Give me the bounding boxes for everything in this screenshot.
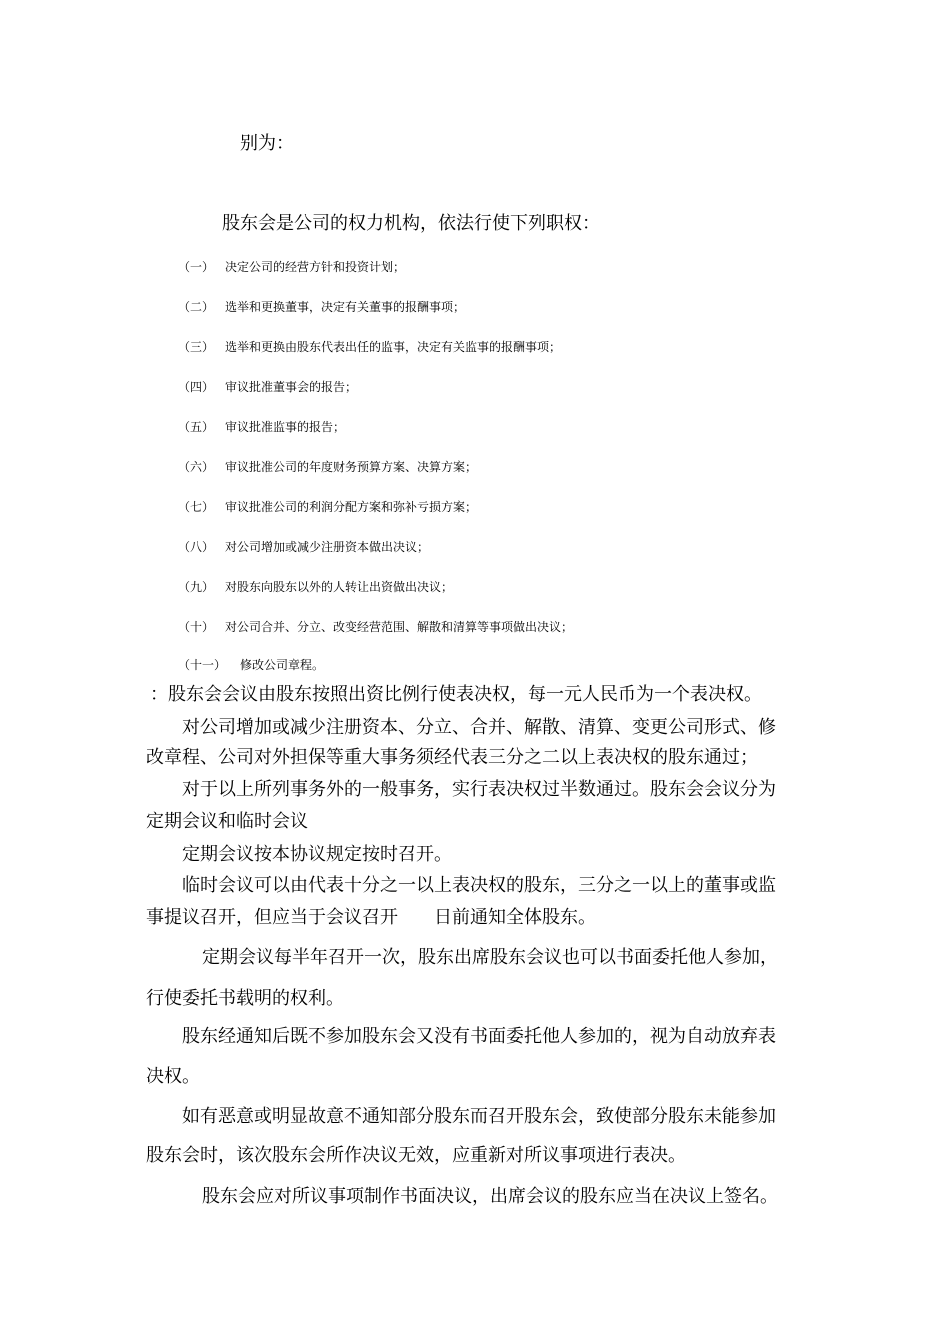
list-item [178,578,453,595]
item-text: 审议批准监事的报告； [225,420,346,434]
paragraph-regular-meeting: 定期会议按本协议规定按时召开。 [182,844,452,865]
list-item [178,298,465,315]
paragraph-waiver-line2: 决权。 [146,1066,200,1087]
paragraph-voting: ：股东会会议由股东按照出资比例行使表决权，每一元人民币为一个表决权。 [150,684,762,705]
paragraph-major-matters-line2: 改章程、公司对外担保等重大事务须经代表三分之二以上表决权的股东通过； [146,747,758,768]
paragraph-general-matters-line1: 对于以上所列事务外的一般事务，实行表决权过半数通过。股东会会议分为 [182,779,776,800]
list-item [178,338,561,355]
list-item [178,656,324,673]
list-item [178,258,405,275]
item-number: （七） [178,500,215,514]
item-text: 选举和更换董事，决定有关董事的报酬事项； [225,300,466,314]
paragraph-interim-meeting-line2: 事提议召开，但应当于会议召开 日前通知全体股东。 [146,907,596,928]
list-item [178,418,345,435]
item-number: （二） [178,300,215,314]
heading-fragment: 别为： [240,133,294,154]
paragraph-major-matters-line1: 对公司增加或减少注册资本、分立、合并、解散、清算、变更公司形式、修 [182,717,776,738]
item-number: （六） [178,460,215,474]
item-number: （十） [178,620,215,634]
paragraph-meeting-frequency-line2: 行使委托书载明的权利。 [146,988,344,1009]
item-number: （四） [178,380,215,394]
powers-intro: 股东会是公司的权力机构，依法行使下列职权： [222,213,600,234]
list-item [178,458,477,475]
paragraph-meeting-frequency-line1: 定期会议每半年召开一次，股东出席股东会议也可以书面委托他人参加， [202,947,778,968]
item-number: （一） [178,260,215,274]
list-item [178,538,429,555]
item-text: 审议批准公司的年度财务预算方案、决算方案； [225,460,478,474]
paragraph-invalid-resolution-line2: 股东会时，该次股东会所作决议无效，应重新对所议事项进行表决。 [146,1145,686,1166]
item-text: 决定公司的经营方针和投资计划； [225,260,406,274]
list-item [178,618,573,635]
paragraph-waiver-line1: 股东经通知后既不参加股东会又没有书面委托他人参加的，视为自动放弃表 [182,1026,776,1047]
item-text: 选举和更换由股东代表出任的监事，决定有关监事的报酬事项； [225,340,562,354]
item-number: （十一） [178,658,227,672]
item-number: （八） [178,540,215,554]
item-text: 修改公司章程。 [240,658,325,672]
item-text: 对股东向股东以外的人转让出资做出决议； [225,580,454,594]
item-number: （九） [178,580,215,594]
item-number: （三） [178,340,215,354]
list-item [178,498,477,515]
paragraph-interim-meeting-line1: 临时会议可以由代表十分之一以上表决权的股东，三分之一以上的董事或监 [182,875,776,896]
item-text: 审议批准董事会的报告； [225,380,358,394]
paragraph-general-matters-line2: 定期会议和临时会议 [146,811,308,832]
item-text: 审议批准公司的利润分配方案和弥补亏损方案； [225,500,478,514]
list-item [178,378,357,395]
item-text: 对公司合并、分立、改变经营范围、解散和清算等事项做出决议； [225,620,574,634]
paragraph-written-resolution: 股东会应对所议事项制作书面决议，出席会议的股东应当在决议上签名。 [202,1186,778,1207]
paragraph-invalid-resolution-line1: 如有恶意或明显故意不通知部分股东而召开股东会，致使部分股东未能参加 [182,1106,776,1127]
item-number: （五） [178,420,215,434]
item-text: 对公司增加或减少注册资本做出决议； [225,540,430,554]
